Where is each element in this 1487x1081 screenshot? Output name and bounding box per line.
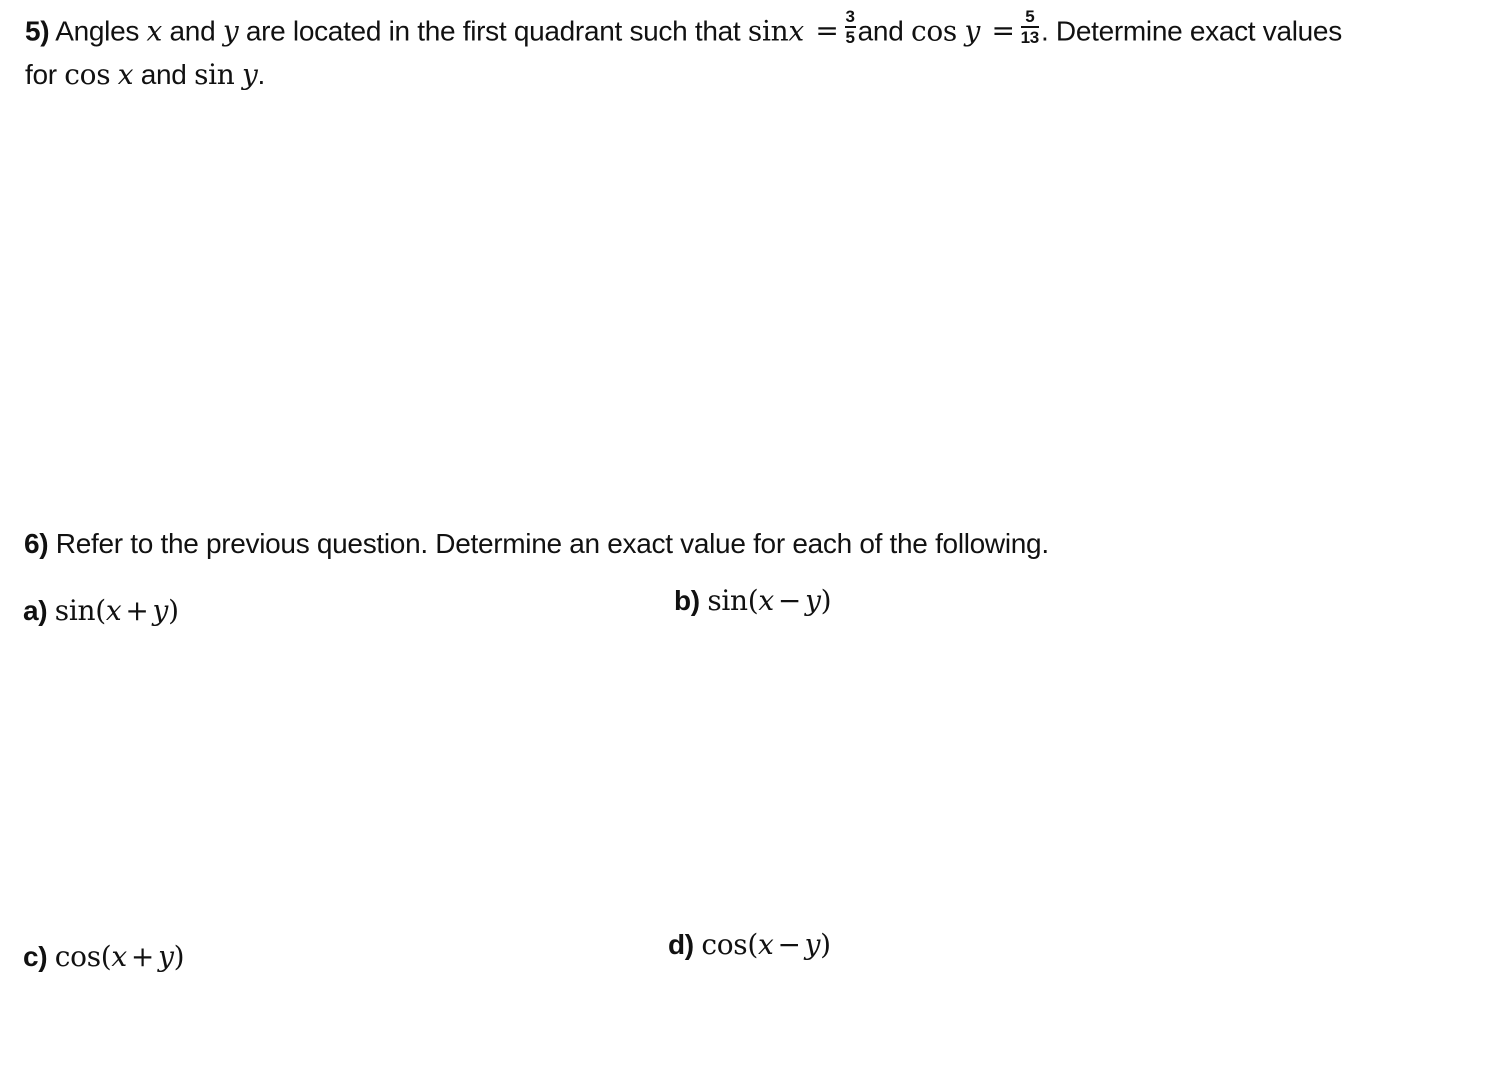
- part-b: [674, 584, 832, 617]
- math-function: cos: [910, 14, 957, 48]
- question-text: are located in the first quadrant such that: [245, 15, 741, 47]
- question-text: for: [25, 59, 57, 90]
- math-paren: ): [820, 928, 831, 961]
- math-paren: ): [820, 584, 832, 617]
- part-label: a): [23, 595, 48, 626]
- math-operator: −: [777, 928, 801, 961]
- math-function: sin: [194, 58, 235, 91]
- math-variable: y: [805, 584, 821, 617]
- math-variable: x: [146, 14, 163, 48]
- math-operator: +: [125, 594, 149, 627]
- math-function: sin(: [707, 584, 759, 617]
- math-function: sin: [747, 14, 789, 48]
- question-5-line-1: [25, 7, 1342, 52]
- question-text: . Determine exact values: [1040, 15, 1342, 47]
- math-function: cos(: [701, 928, 758, 961]
- math-function: cos(: [54, 940, 112, 973]
- question-number: 6): [24, 528, 49, 559]
- part-c: [23, 940, 185, 973]
- math-function: sin(: [54, 594, 106, 627]
- part-label: b): [674, 585, 700, 616]
- question-text: .: [257, 59, 266, 90]
- fraction-numerator: 3: [845, 7, 855, 26]
- math-variable: x: [758, 584, 774, 617]
- question-text: and: [140, 59, 187, 90]
- fraction: [1021, 8, 1039, 46]
- math-variable: y: [152, 594, 169, 627]
- math-operator: =: [991, 14, 1015, 48]
- math-variable: x: [117, 58, 134, 91]
- math-variable: y: [242, 58, 258, 91]
- math-variable: x: [111, 940, 127, 973]
- question-text: and: [857, 15, 904, 47]
- math-variable: y: [804, 928, 821, 961]
- math-paren: ): [173, 940, 185, 973]
- question-number: 5): [25, 15, 50, 47]
- math-variable: x: [757, 928, 774, 961]
- question-text: and: [169, 15, 216, 47]
- question-text: Refer to the previous question. Determine an exact value for each of the following.: [55, 528, 1049, 559]
- math-variable: y: [158, 940, 174, 973]
- fraction: [845, 8, 856, 46]
- fraction-denominator: 5: [845, 28, 855, 47]
- math-function: cos: [64, 58, 111, 91]
- math-variable: x: [788, 14, 804, 48]
- fraction-denominator: 13: [1020, 28, 1039, 47]
- math-variable: y: [222, 14, 239, 48]
- question-text: Angles: [55, 15, 140, 47]
- part-a: [23, 594, 179, 627]
- fraction-numerator: 5: [1021, 8, 1039, 28]
- question-6: [24, 530, 1049, 558]
- math-operator: +: [130, 940, 155, 973]
- part-label: d): [668, 929, 694, 960]
- math-paren: ): [168, 594, 179, 627]
- part-label: c): [23, 941, 48, 972]
- math-operator: =: [815, 14, 839, 48]
- math-variable: y: [964, 14, 980, 48]
- math-operator: −: [777, 584, 802, 617]
- math-variable: x: [105, 594, 122, 627]
- question-5-line-2: [25, 58, 266, 91]
- part-d: [668, 928, 831, 961]
